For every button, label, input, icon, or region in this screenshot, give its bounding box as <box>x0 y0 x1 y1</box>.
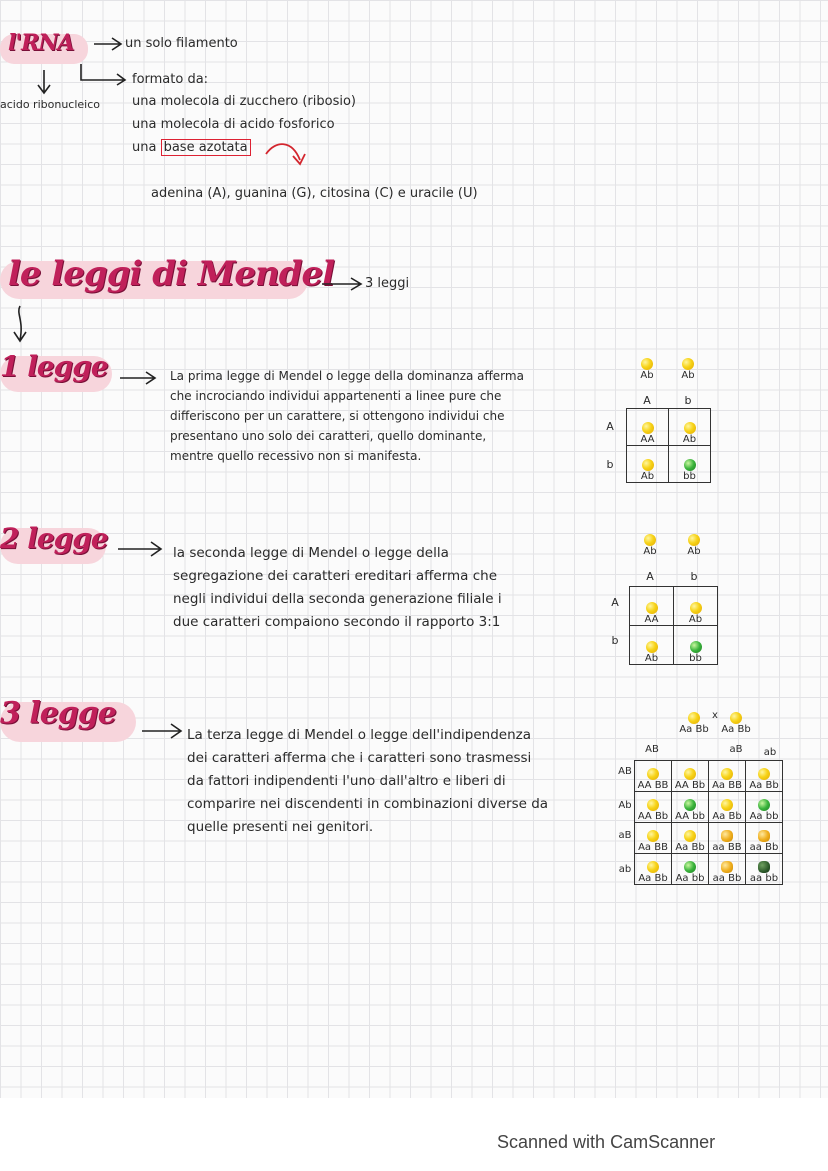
punnett-cell: AA <box>627 409 669 446</box>
punnett-cell: AA Bb <box>635 792 672 823</box>
rna-single-strand: un solo filamento <box>125 36 238 51</box>
law3-punnett-square <box>634 760 783 885</box>
pea-yellow-icon <box>721 768 733 780</box>
law3-row-header: Ab <box>618 800 632 811</box>
pea-green-icon <box>684 799 696 811</box>
law3-row-header: ab <box>618 864 632 875</box>
law1-parent: Ab <box>674 356 702 381</box>
law3-text <box>187 724 548 839</box>
law1-parent: Ab <box>633 356 661 381</box>
rna-formed-by: formato da: <box>132 72 209 87</box>
law3-line: da fattori indipendenti l'uno dall'altro e liberi di <box>187 773 506 789</box>
punnett-cell: Ab <box>627 446 669 483</box>
punnett-cell: aa bb <box>746 854 783 885</box>
pea-wrinkled-yellow-icon <box>721 830 733 842</box>
arrow-right-icon <box>116 540 164 558</box>
punnett-cell: Aa Bb <box>635 854 672 885</box>
punnett-cell: AA bb <box>672 792 709 823</box>
pea-yellow-icon <box>688 534 700 546</box>
law1-line: mentre quello recessivo non si manifesta. <box>170 449 422 463</box>
arrow-right-icon <box>320 276 364 292</box>
law2-line: la seconda legge di Mendel o legge della <box>173 545 449 561</box>
law2-parent: Ab <box>680 532 708 557</box>
pea-yellow-icon <box>758 768 770 780</box>
pea-yellow-icon <box>682 358 694 370</box>
law3-row-header: aB <box>618 830 632 841</box>
law3-line: La terza legge di Mendel o legge dell'indipendenza <box>187 727 531 743</box>
punnett-cell: aa Bb <box>746 823 783 854</box>
punnett-cell: Aa BB <box>635 823 672 854</box>
law2-col-header: b <box>690 570 698 583</box>
pea-wrinkled-yellow-icon <box>758 830 770 842</box>
law3-parent: Aa Bb <box>719 710 753 735</box>
punnett-cell: AA Bb <box>672 761 709 792</box>
arrow-down-icon <box>12 304 28 344</box>
law2-title: 2 legge <box>0 522 108 555</box>
law1-col-header: A <box>643 394 651 407</box>
law1-row-header: A <box>606 420 614 433</box>
arrow-down-icon <box>36 68 52 96</box>
rna-line-base-prefix: una <box>132 140 157 155</box>
pea-yellow-icon <box>647 768 659 780</box>
punnett-cell: Aa bb <box>746 792 783 823</box>
pea-yellow-icon <box>647 830 659 842</box>
punnett-cell: Ab <box>630 626 674 665</box>
law3-col-header: ab <box>763 747 777 758</box>
rna-line-phosphoric: una molecola di acido fosforico <box>132 117 335 132</box>
law3-line: comparire nei discendenti in combinazioni diverse da <box>187 796 549 812</box>
punnett-cell: Aa BB <box>709 761 746 792</box>
law2-row-header: b <box>611 634 619 647</box>
scanner-watermark: Scanned with CamScanner <box>497 1132 716 1152</box>
pea-yellow-icon <box>646 641 658 653</box>
arrow-right-icon <box>92 36 124 52</box>
pea-green-icon <box>684 861 696 873</box>
law3-row-header: AB <box>618 766 632 777</box>
law3-line: quelle presenti nei genitori. <box>187 819 374 835</box>
law2-row-header: A <box>611 596 619 609</box>
punnett-cell: bb <box>674 626 718 665</box>
pea-yellow-icon <box>642 459 654 471</box>
law1-line: presentano uno solo dei caratteri, quello dominante, <box>170 429 487 443</box>
law1-col-header: b <box>684 394 692 407</box>
punnett-cell: Aa bb <box>672 854 709 885</box>
rna-base-boxed: base azotata <box>161 139 251 156</box>
law2-line: due caratteri compaiono secondo il rapporto 3:1 <box>173 614 501 630</box>
law2-parent: Ab <box>636 532 664 557</box>
pea-yellow-icon <box>647 861 659 873</box>
punnett-cell: AA <box>630 587 674 626</box>
punnett-cell: Aa Bb <box>709 792 746 823</box>
pea-yellow-icon <box>684 768 696 780</box>
law1-punnett-square <box>626 408 711 483</box>
punnett-cell: AA BB <box>635 761 672 792</box>
pea-yellow-icon <box>641 358 653 370</box>
pea-yellow-icon <box>684 422 696 434</box>
law1-text <box>170 366 524 466</box>
pea-yellow-icon <box>684 830 696 842</box>
law3-col-header: AB <box>645 744 659 755</box>
punnett-cell: Aa Bb <box>746 761 783 792</box>
law1-line: che incrociando individui appartenenti a linee pure che <box>170 389 502 403</box>
law2-line: segregazione dei caratteri ereditari afferma che <box>173 568 498 584</box>
curved-arrow-icon <box>262 138 312 174</box>
mendel-count: 3 leggi <box>365 276 410 291</box>
pea-green-icon <box>684 459 696 471</box>
arrow-right-icon <box>140 722 184 740</box>
mendel-title: le leggi di Mendel <box>8 254 335 294</box>
rna-line-sugar: una molecola di zucchero (ribosio) <box>132 94 356 109</box>
law3-col-header: aB <box>729 744 743 755</box>
law1-row-header: b <box>606 458 614 471</box>
law2-text <box>173 542 502 634</box>
law2-line: negli individui della seconda generazione filiale i <box>173 591 502 607</box>
arrow-elbow-icon <box>78 62 130 86</box>
law3-cross-symbol: x <box>712 710 718 721</box>
law2-punnett-square <box>629 586 718 665</box>
law1-line: La prima legge di Mendel o legge della dominanza afferma <box>170 369 524 383</box>
rna-acid-name: acido ribonucleico <box>0 98 100 111</box>
punnett-cell: Ab <box>674 587 718 626</box>
pea-yellow-icon <box>644 534 656 546</box>
rna-bases: adenina (A), guanina (G), citosina (C) e uracile (U) <box>151 186 478 201</box>
pea-yellow-icon <box>721 799 733 811</box>
punnett-cell: aa Bb <box>709 854 746 885</box>
pea-wrinkled-yellow-icon <box>721 861 733 873</box>
pea-yellow-icon <box>688 712 700 724</box>
rna-line-base <box>132 140 251 155</box>
pea-yellow-icon <box>690 602 702 614</box>
punnett-cell: bb <box>669 446 711 483</box>
pea-yellow-icon <box>642 422 654 434</box>
punnett-cell: Ab <box>669 409 711 446</box>
law3-parent: Aa Bb <box>677 710 711 735</box>
pea-yellow-icon <box>730 712 742 724</box>
law2-col-header: A <box>646 570 654 583</box>
rna-title: l'RNA <box>8 30 74 56</box>
pea-green-icon <box>758 799 770 811</box>
punnett-cell: aa BB <box>709 823 746 854</box>
law1-title: 1 legge <box>0 350 108 383</box>
law3-line: dei caratteri afferma che i caratteri sono trasmessi <box>187 750 532 766</box>
law1-line: differiscono per un carattere, si ottengono individui che <box>170 409 505 423</box>
punnett-cell: Aa Bb <box>672 823 709 854</box>
arrow-right-icon <box>118 370 158 386</box>
law3-title: 3 legge <box>0 696 116 731</box>
pea-green-icon <box>690 641 702 653</box>
pea-yellow-icon <box>647 799 659 811</box>
pea-yellow-icon <box>646 602 658 614</box>
pea-wrinkled-green-icon <box>758 861 770 873</box>
